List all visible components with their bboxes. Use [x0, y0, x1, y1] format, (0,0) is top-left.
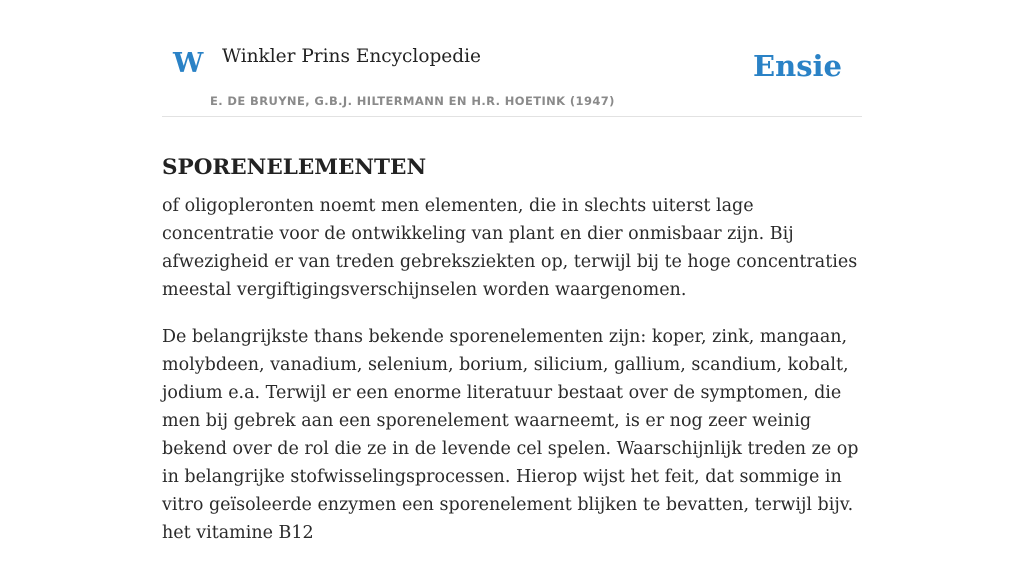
paragraph-2: De belangrijkste thans bekende sporenelementen zijn: koper, zink, mangaan, molybdeen, vanadium, selenium, borium, silicium, gallium, scandium, kobalt, jodium e.a. Terwijl er een enorme literatuur bestaat over de symptomen, die men bij gebrek aan een sporenelement waarneemt, is er nog zeer weinig bekend over de rol die ze in de levende cel spelen. Waarschijnlijk treden ze op in belangrijke stofwisselingsprocessen. Hierop wijst het feit, dat sommige in vitro geïsoleerde enzymen een sporenelement blijken te bevatten, terwijl bijv. het vitamine B12	[162, 327, 859, 543]
w-logo-icon[interactable]: W	[173, 48, 204, 79]
article-title: SPORENELEMENTEN	[162, 155, 427, 181]
paragraph-1: of oligopleronten noemt men elementen, die in slechts uiterst lage concentratie voor de ontwikkeling van plant en dier onmisbaar zijn. Bij afwezigheid er van treden gebreksziekten op, terwijl bij te hoge concentraties meestal vergiftigingsverschijnselen worden waargenomen.	[162, 196, 858, 300]
ensie-brand-logo[interactable]: Ensie	[753, 49, 842, 83]
authors-line: E. DE BRUYNE, G.B.J. HILTERMANN EN H.R. HOETINK (1947)	[210, 94, 615, 108]
page-header	[162, 0, 862, 117]
article-body	[162, 192, 864, 566]
book-title[interactable]: Winkler Prins Encyclopedie	[222, 46, 481, 67]
